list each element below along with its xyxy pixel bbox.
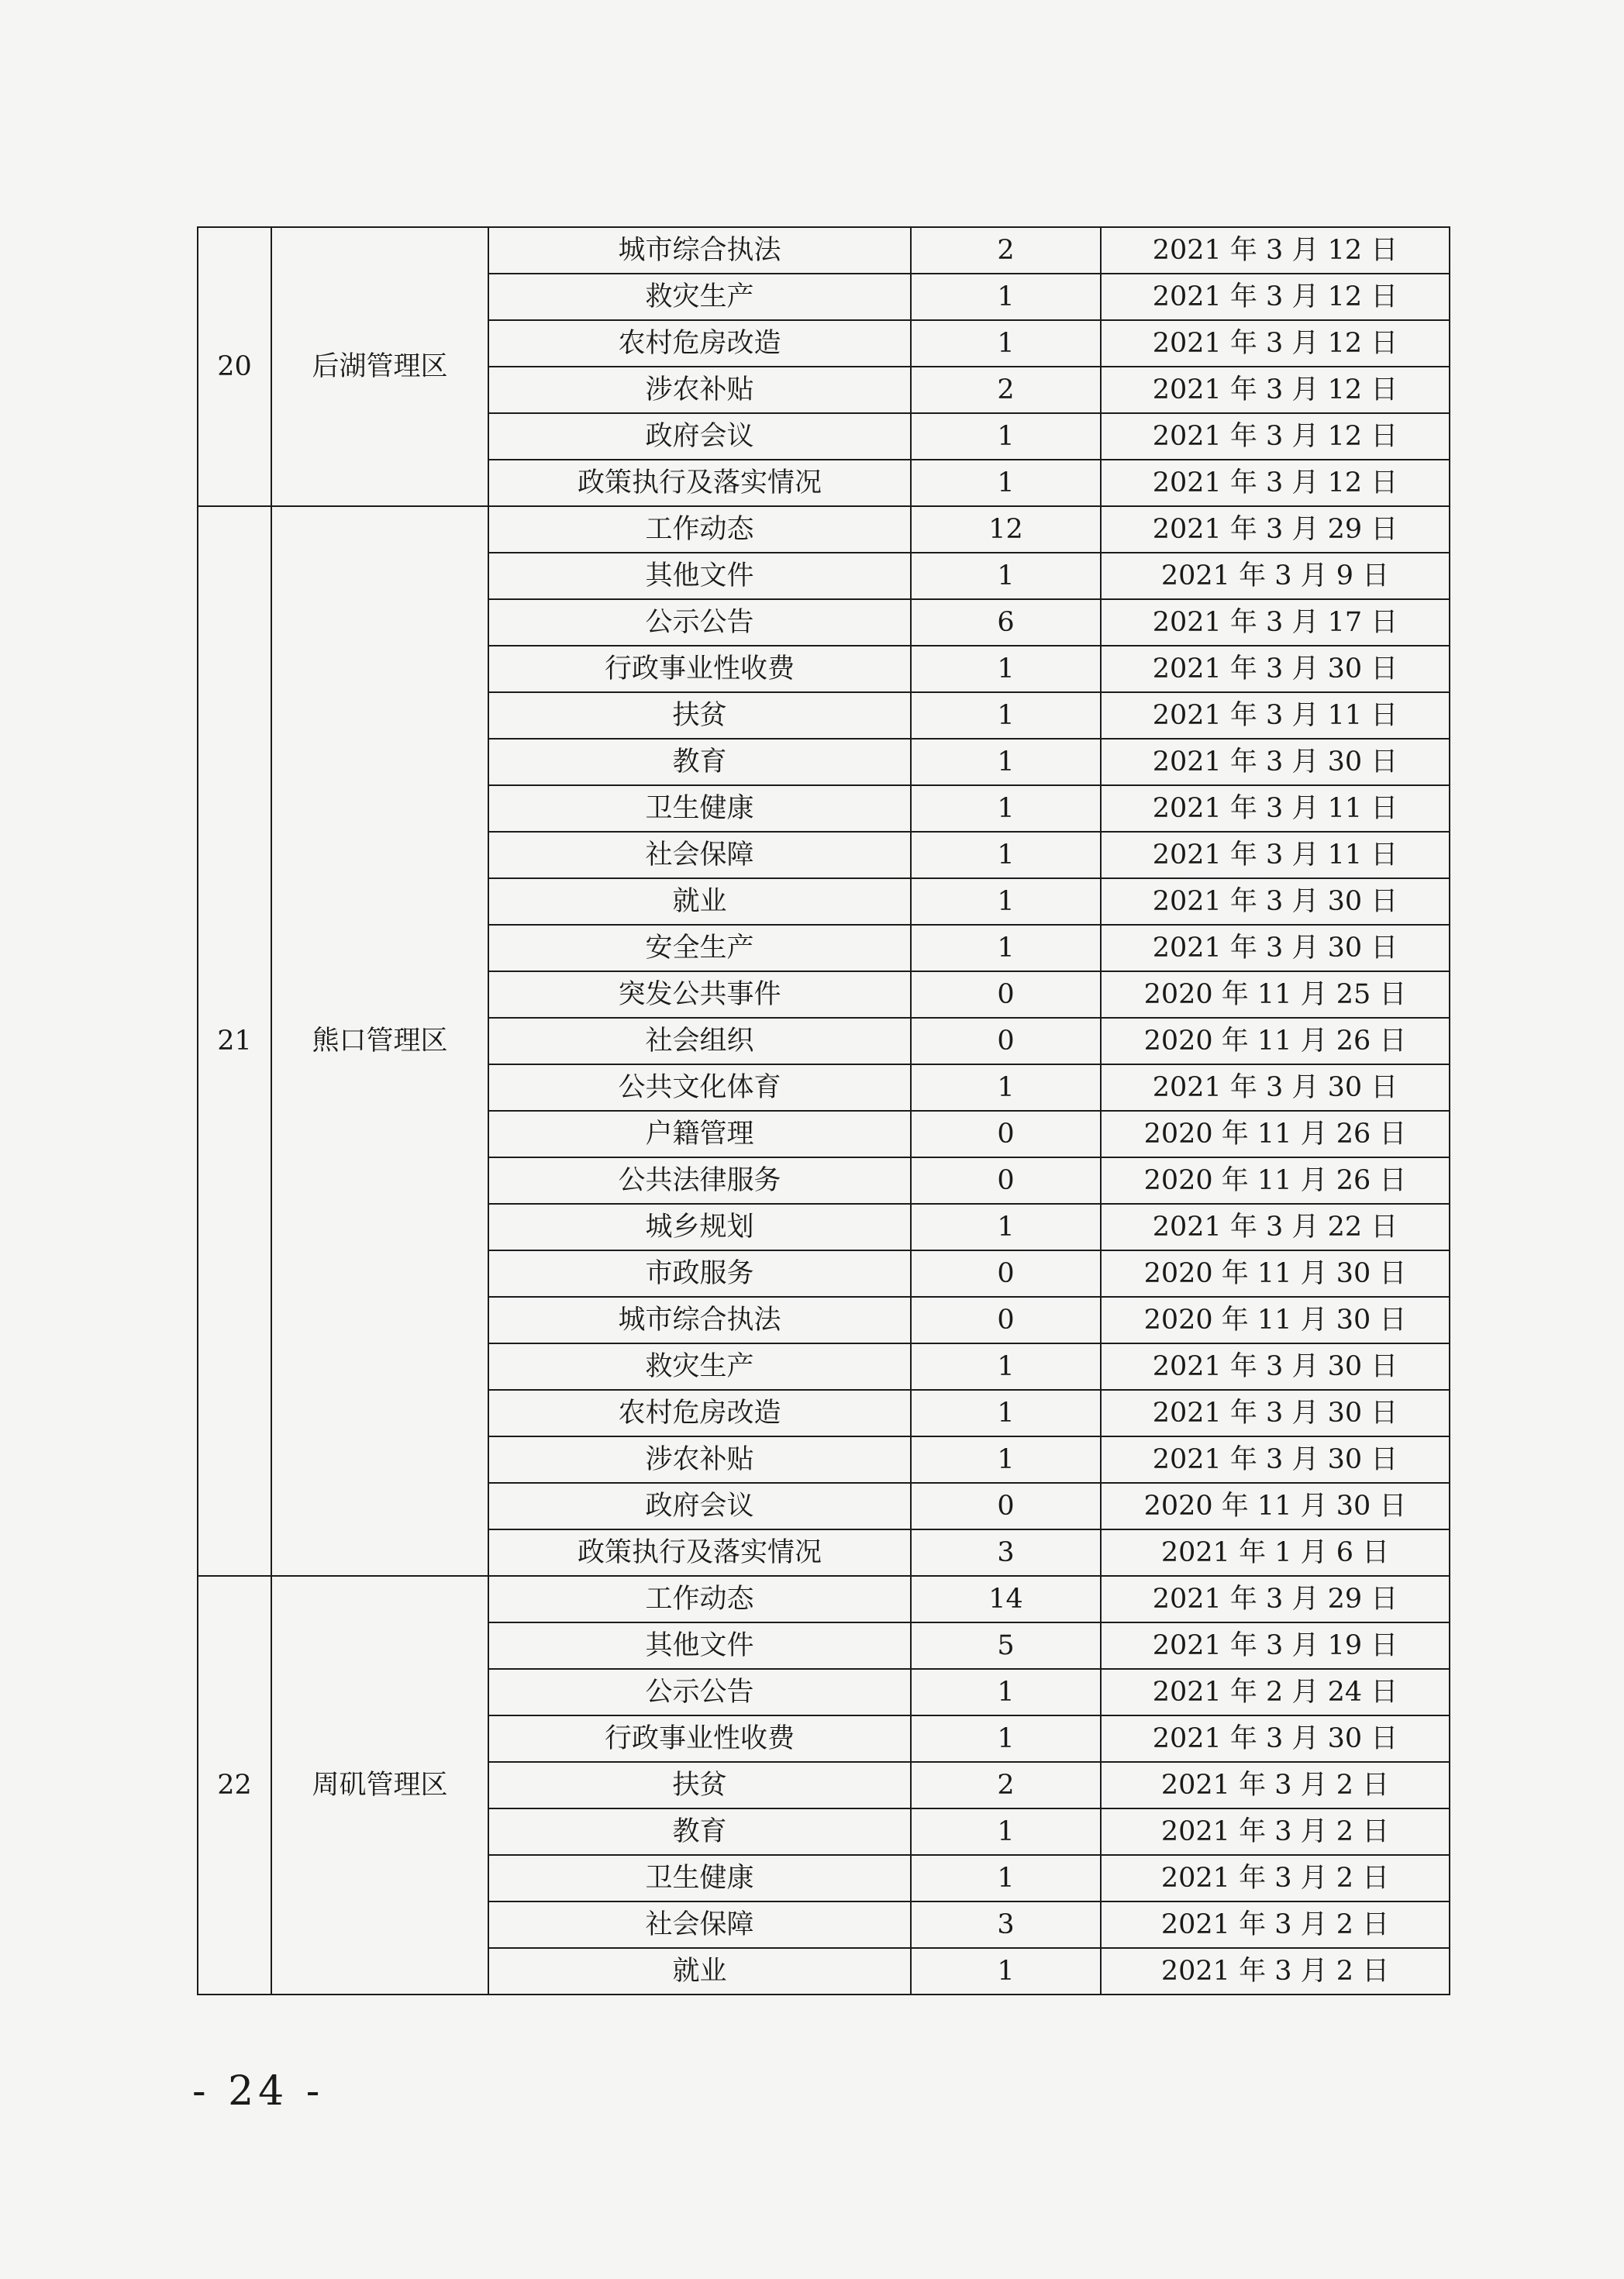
item-cell: 公共法律服务 [488,1157,911,1204]
date-cell: 2021 年 3 月 2 日 [1101,1855,1450,1901]
item-cell: 教育 [488,739,911,785]
count-cell: 1 [911,692,1101,739]
date-cell: 2021 年 2 月 24 日 [1101,1669,1450,1715]
date-cell: 2021 年 3 月 11 日 [1101,785,1450,832]
item-cell: 城市综合执法 [488,1297,911,1343]
count-cell: 0 [911,1018,1101,1064]
item-cell: 行政事业性收费 [488,646,911,692]
item-cell: 救灾生产 [488,1343,911,1390]
count-cell: 1 [911,646,1101,692]
date-cell: 2021 年 3 月 2 日 [1101,1901,1450,1948]
item-cell: 教育 [488,1808,911,1855]
count-cell: 1 [911,1715,1101,1762]
count-cell: 1 [911,1064,1101,1111]
count-cell: 5 [911,1622,1101,1669]
item-cell: 扶贫 [488,692,911,739]
count-cell: 1 [911,925,1101,971]
date-cell: 2020 年 11 月 30 日 [1101,1250,1450,1297]
date-cell: 2020 年 11 月 30 日 [1101,1483,1450,1529]
group-number-cell: 20 [198,227,271,506]
item-cell: 涉农补贴 [488,1436,911,1483]
count-cell: 0 [911,1157,1101,1204]
count-cell: 0 [911,1250,1101,1297]
table-row [198,506,1450,553]
item-cell: 其他文件 [488,1622,911,1669]
group-number-cell: 22 [198,1576,271,1995]
item-cell: 卫生健康 [488,1855,911,1901]
item-cell: 社会保障 [488,832,911,878]
date-cell: 2021 年 3 月 30 日 [1101,739,1450,785]
item-cell: 卫生健康 [488,785,911,832]
date-cell: 2021 年 3 月 12 日 [1101,367,1450,413]
count-cell: 2 [911,227,1101,274]
item-cell: 救灾生产 [488,274,911,320]
date-cell: 2020 年 11 月 26 日 [1101,1018,1450,1064]
date-cell: 2021 年 3 月 11 日 [1101,692,1450,739]
item-cell: 农村危房改造 [488,1390,911,1436]
table-row [198,1576,1450,1622]
table-body [198,227,1450,1995]
item-cell: 政府会议 [488,1483,911,1529]
date-cell: 2021 年 3 月 12 日 [1101,274,1450,320]
item-cell: 安全生产 [488,925,911,971]
count-cell: 1 [911,320,1101,367]
item-cell: 城乡规划 [488,1204,911,1250]
date-cell: 2021 年 3 月 2 日 [1101,1948,1450,1995]
item-cell: 城市综合执法 [488,227,911,274]
count-cell: 2 [911,367,1101,413]
date-cell: 2021 年 3 月 19 日 [1101,1622,1450,1669]
item-cell: 公共文化体育 [488,1064,911,1111]
count-cell: 1 [911,413,1101,460]
date-cell: 2021 年 3 月 11 日 [1101,832,1450,878]
date-cell: 2021 年 3 月 30 日 [1101,1436,1450,1483]
count-cell: 14 [911,1576,1101,1622]
item-cell: 工作动态 [488,506,911,553]
date-cell: 2021 年 3 月 30 日 [1101,925,1450,971]
count-cell: 1 [911,1948,1101,1995]
item-cell: 公示公告 [488,1669,911,1715]
date-cell: 2020 年 11 月 26 日 [1101,1157,1450,1204]
item-cell: 政策执行及落实情况 [488,1529,911,1576]
item-cell: 农村危房改造 [488,320,911,367]
item-cell: 其他文件 [488,553,911,599]
date-cell: 2021 年 3 月 29 日 [1101,1576,1450,1622]
item-cell: 户籍管理 [488,1111,911,1157]
date-cell: 2021 年 3 月 12 日 [1101,460,1450,506]
item-cell: 涉农补贴 [488,367,911,413]
count-cell: 1 [911,460,1101,506]
date-cell: 2021 年 3 月 12 日 [1101,413,1450,460]
date-cell: 2021 年 3 月 2 日 [1101,1762,1450,1808]
item-cell: 就业 [488,1948,911,1995]
date-cell: 2021 年 3 月 22 日 [1101,1204,1450,1250]
group-name-cell: 周矶管理区 [271,1576,488,1995]
count-cell: 0 [911,971,1101,1018]
count-cell: 1 [911,1669,1101,1715]
date-cell: 2021 年 3 月 2 日 [1101,1808,1450,1855]
count-cell: 2 [911,1762,1101,1808]
date-cell: 2021 年 3 月 30 日 [1101,878,1450,925]
count-cell: 0 [911,1483,1101,1529]
date-cell: 2021 年 3 月 30 日 [1101,646,1450,692]
date-cell: 2021 年 3 月 12 日 [1101,227,1450,274]
count-cell: 1 [911,1343,1101,1390]
item-cell: 社会组织 [488,1018,911,1064]
date-cell: 2021 年 3 月 30 日 [1101,1343,1450,1390]
date-cell: 2021 年 3 月 29 日 [1101,506,1450,553]
date-cell: 2020 年 11 月 30 日 [1101,1297,1450,1343]
count-cell: 1 [911,785,1101,832]
count-cell: 1 [911,739,1101,785]
count-cell: 0 [911,1297,1101,1343]
count-cell: 1 [911,878,1101,925]
group-name-cell: 后湖管理区 [271,227,488,506]
count-cell: 1 [911,1855,1101,1901]
item-cell: 政府会议 [488,413,911,460]
count-cell: 3 [911,1529,1101,1576]
date-cell: 2021 年 1 月 6 日 [1101,1529,1450,1576]
date-cell: 2021 年 3 月 17 日 [1101,599,1450,646]
count-cell: 6 [911,599,1101,646]
date-cell: 2021 年 3 月 30 日 [1101,1715,1450,1762]
date-cell: 2021 年 3 月 12 日 [1101,320,1450,367]
count-cell: 3 [911,1901,1101,1948]
item-cell: 社会保障 [488,1901,911,1948]
count-cell: 1 [911,553,1101,599]
item-cell: 就业 [488,878,911,925]
item-cell: 行政事业性收费 [488,1715,911,1762]
page-number: - 24 - [192,2068,325,2115]
group-number-cell: 21 [198,506,271,1576]
disclosure-table [197,226,1450,1995]
count-cell: 0 [911,1111,1101,1157]
date-cell: 2021 年 3 月 30 日 [1101,1064,1450,1111]
count-cell: 12 [911,506,1101,553]
item-cell: 扶贫 [488,1762,911,1808]
count-cell: 1 [911,1808,1101,1855]
count-cell: 1 [911,274,1101,320]
date-cell: 2021 年 3 月 30 日 [1101,1390,1450,1436]
item-cell: 突发公共事件 [488,971,911,1018]
count-cell: 1 [911,1204,1101,1250]
date-cell: 2020 年 11 月 26 日 [1101,1111,1450,1157]
item-cell: 市政服务 [488,1250,911,1297]
count-cell: 1 [911,1390,1101,1436]
count-cell: 1 [911,1436,1101,1483]
group-name-cell: 熊口管理区 [271,506,488,1576]
item-cell: 政策执行及落实情况 [488,460,911,506]
item-cell: 公示公告 [488,599,911,646]
table-row [198,227,1450,274]
date-cell: 2021 年 3 月 9 日 [1101,553,1450,599]
item-cell: 工作动态 [488,1576,911,1622]
count-cell: 1 [911,832,1101,878]
date-cell: 2020 年 11 月 25 日 [1101,971,1450,1018]
